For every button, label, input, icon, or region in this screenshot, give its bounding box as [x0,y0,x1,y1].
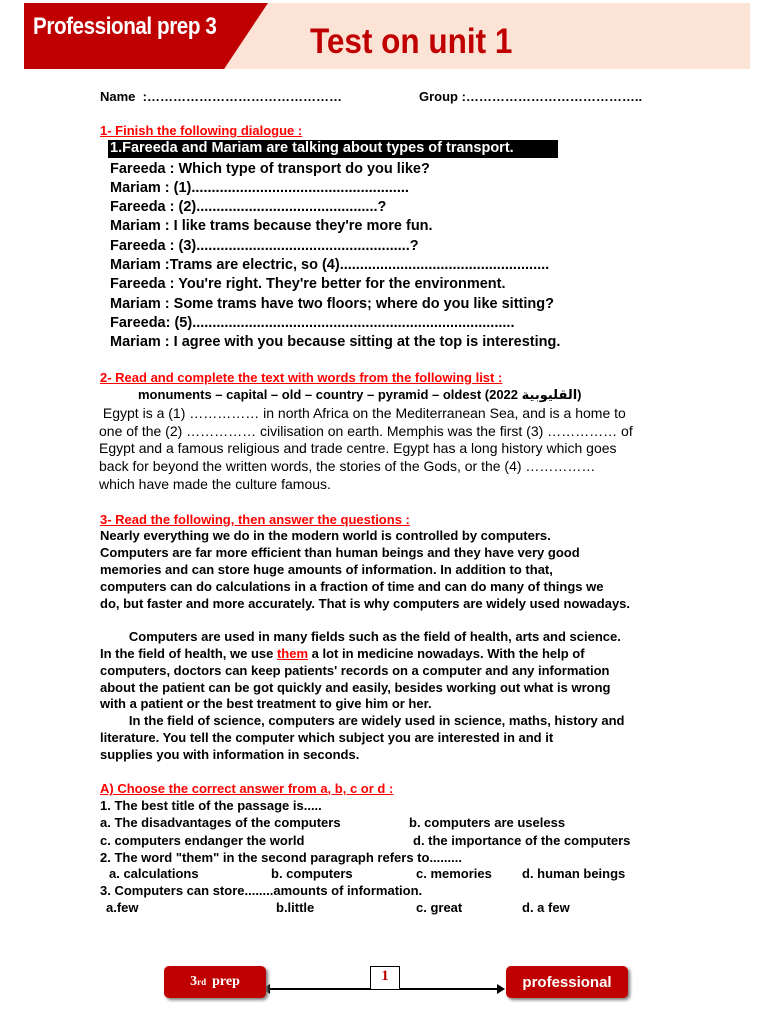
grade-number: 3 [190,974,198,989]
passage-line: supplies you with information in seconds. [100,747,360,762]
passage-text: In the field of health, we use [100,646,277,661]
q3-option-b: b.little [276,900,315,915]
grade-word: prep [212,974,240,989]
page-number: 1 [370,966,400,990]
q2-option-b: b. computers [271,866,353,881]
dialogue-line: Mariam : I like trams because they're more fun. [110,218,433,234]
passage-line: Nearly everything we do in the modern world is controlled by computers. [100,528,551,543]
passage-line: with a patient or the best treatment to give him or her. [100,696,432,711]
q1-option-c: c. computers endanger the world [100,833,305,848]
q3-option-c: c. great [416,900,463,915]
dialogue-line: Fareeda : You're right. They're better for the environment. [110,276,506,292]
section3-heading: 3- Read the following, then answer the questions : [100,512,410,527]
cloze-text-line: Egypt and a famous religious and trade centre. Egypt has a long history which goes [99,440,617,456]
name-field: Name :……………………………………… [100,89,342,104]
passage-line: do, but faster and more accurately. That is why computers are widely used nowadays. [100,596,631,611]
word-list: monuments – capital – old – country – pyramid – oldest (2022 القليوبية) [138,387,582,402]
dialogue-line: Fareeda : (3).....................................................? [110,238,419,254]
cloze-text-line: which have made the culture famous. [99,476,331,492]
dialogue-line: Mariam : (1)...................................................... [110,180,409,196]
q2-option-d: d. human beings [522,866,626,881]
grade-suffix: rd [197,977,207,987]
grade-badge [164,966,266,998]
section2-heading: 2- Read and complete the text with words from the following list : [100,370,503,385]
passage-line: literature. You tell the computer which subject you are interested in and it [100,730,554,745]
dialogue-line: Fareeda : Which type of transport do you like? [110,161,430,177]
arrow-right-icon [497,984,505,994]
group-field: Group :………………………………….. [419,89,643,104]
passage-line: computers can do calculations in a fraction of time and can do many of things we [100,579,604,594]
q1-option-b: b. computers are useless [409,815,566,830]
professional-badge: professional [506,966,628,998]
cloze-text-line: one of the (2) …………… civilisation on earth. Memphis was the first (3) …………… of [99,423,633,439]
dialogue-line: Mariam : Some trams have two floors; where do you like sitting? [110,296,554,312]
questions-heading: A) Choose the correct answer from a, b, c or d : [100,781,394,796]
question-2: 2. The word "them" in the second paragraph refers to......... [100,850,462,865]
passage-line: computers, doctors can keep patients' records on a computer and any information [100,663,610,678]
q3-option-d: d. a few [522,900,570,915]
cloze-text-line: Egypt is a (1) …………… in north Africa on the Mediterranean Sea, and is a home to [99,405,626,421]
passage-line: memories and can store huge amounts of information. In addition to that, [100,562,553,577]
passage-line: Computers are far more efficient than human beings and they have very good [100,545,580,560]
passage-line-them [100,646,585,661]
dialogue-line: Fareeda: (5)................................................................................ [110,315,515,331]
dialogue-line: Mariam :Trams are electric, so (4).................................................... [110,257,550,273]
section1-heading: 1- Finish the following dialogue : [100,123,303,138]
question-1: 1. The best title of the passage is..... [100,798,322,813]
passage-line: In the field of science, computers are widely used in science, maths, history and [100,713,625,728]
page-title: Test on unit 1 [310,22,513,61]
passage-text: a lot in medicine nowadays. With the help of [308,646,585,661]
q1-option-d: d. the importance of the computers [413,833,631,848]
course-label: Professional prep 3 [33,13,217,40]
q2-option-c: c. memories [416,866,492,881]
passage-line: Computers are used in many fields such as the field of health, arts and science. [100,629,621,644]
q3-option-a: a.few [106,900,139,915]
q2-option-a: a. calculations [109,866,199,881]
dialogue-line: Fareeda : (2).............................................? [110,199,387,215]
dialogue-line: Mariam : I agree with you because sitting at the top is interesting. [110,334,561,350]
them-word: them [276,646,309,661]
question-3: 3. Computers can store........amounts of information. [100,883,423,898]
cloze-text-line: back for beyond the written words, the stories of the Gods, or the (4) …………… [99,458,596,474]
dialogue-situation: 1.Fareeda and Mariam are talking about types of transport. [110,140,514,156]
passage-line: about the patient can be got quickly and easily, besides working out what is wrong [100,680,611,695]
q1-option-a: a. The disadvantages of the computers [100,815,341,830]
